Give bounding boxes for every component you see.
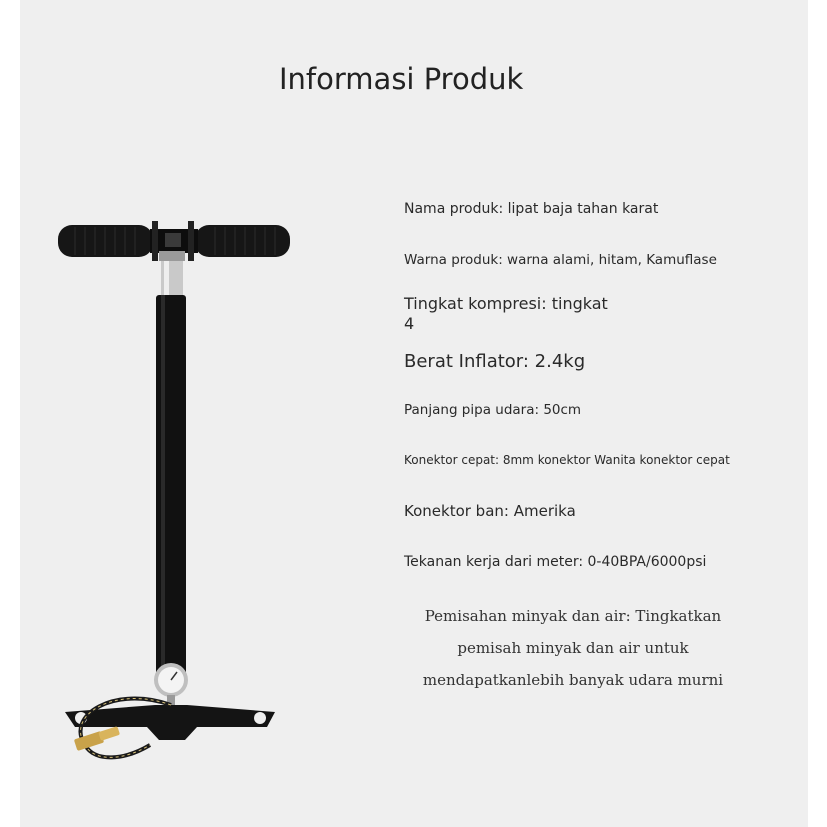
spec-hose-length: Panjang pipa udara: 50cm [404,402,582,418]
spec-working-pressure: Tekanan kerja dari meter: 0-40BPA/6000psi [404,554,707,570]
spec-weight: Berat Inflator: 2.4kg [404,351,586,372]
feature-description [388,600,758,696]
spec-compression-level: Tingkat kompresi: tingkat 4 [404,294,608,333]
spec-product-color: Warna produk: warna alami, hitam, Kamuflase [404,252,717,268]
spec-product-name: Nama produk: lipat baja tahan karat [404,201,659,217]
feature-description-line: mendapatkanlebih banyak udara murni [422,671,724,689]
pump-image [55,215,295,785]
page-title: Informasi Produk [279,62,524,96]
spec-quick-connector: Konektor cepat: 8mm konektor Wanita konektor cepat [404,453,730,467]
feature-description-line: Pemisahan minyak dan air: Tingkatkan [424,607,722,625]
spec-tire-connector: Konektor ban: Amerika [404,502,576,520]
feature-description-line: pemisah minyak dan air untuk [457,639,689,657]
